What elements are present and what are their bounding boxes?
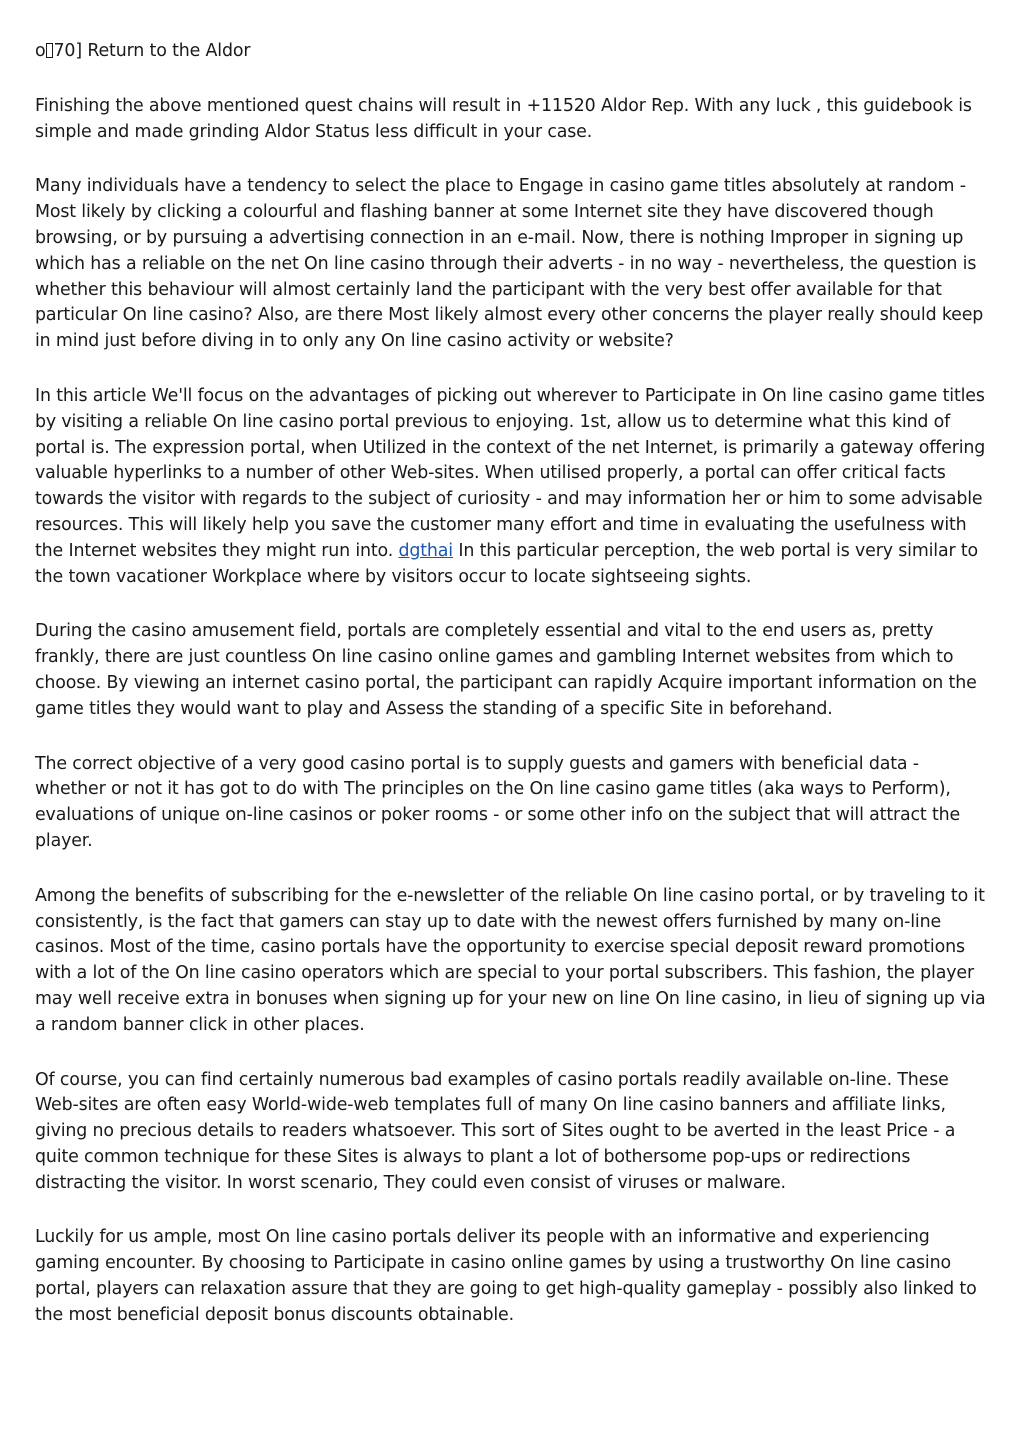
paragraph-portal-objective: The correct objective of a very good casino portal is to supply guests and gamers with beneficial data - whether or not it has got to do with The principles on the On line casino game titles (aka ways to Perform), evaluations of unique on-line casinos or poker rooms - or some other info on the subject that will attract the player. [35, 753, 961, 851]
portal-text-before-link: In this article We'll focus on the advantages of picking out wherever to Participate in On line casino game titles by visiting a reliable On line casino portal previous to enjoying. 1st, allow us to determine what this kind of portal is. The expression portal, when Utilized in the context of the net Internet, is primarily a gateway offering valuable hyperlinks to a number of other Web-sites. When utilised properly, a portal can offer critical facts towards the visitor with regards to the subject of curiosity - and may information her or him to some advisable resources. This will likely help you save the customer many effort and time in evaluating the usefulness with the Internet websites they might run into. [35, 385, 986, 561]
quest-step-line [35, 39, 993, 65]
paragraph-random-casino: Many individuals have a tendency to select the place to Engage in casino game titles absolutely at random - Most likely by clicking a colourful and flashing banner at some Internet site they have discovered though browsing, or by pursuing a advertising connection in an e-mail. Now, there is nothing Improper in signing up which has a reliable on the net On line casino through their adverts - in no way - nevertheless, the question is whether this behaviour will almost certainly land the participant with the very best offer available for that particular On line casino? Also, are there Most likely almost every other concerns the player really should keep in mind just before diving in to only any On line casino activity or website? [35, 176, 984, 352]
paragraph-bad-portals: Of course, you can find certainly numerous bad examples of casino portals readily available on-line. These Web-sites are often easy World-wide-web templates full of many On line casino banners and affiliate links, giving no precious details to readers whatsoever. This sort of Sites ought to be averted in the least Price - a quite common technique for these Sites is always to plant a lot of bothersome pop-ups or redirections distracting the visitor. In worst scenario, They could even consist of viruses or malware. [35, 1069, 956, 1193]
paragraph-aldor-rep: Finishing the above mentioned quest chains will result in +11520 Aldor Rep. With any luck , this guidebook is simple and made grinding Aldor Status less difficult in your case. [35, 95, 972, 142]
paragraph-newsletter-benefits: Among the benefits of subscribing for the e-newsletter of the reliable On line casino portal, or by traveling to it consistently, is the fact that gamers can stay up to date with the newest offers furnished by many on-line casinos. Most of the time, casino portals have the opportunity to exercise special deposit reward promotions with a lot of the On line casino operators which are special to your portal subscribers. This fashion, the player may well receive extra in bonuses when signing up for your new on line On line casino, in lieu of signing up via a random banner click in other places. [35, 885, 986, 1035]
paragraph-portal-definition [35, 384, 993, 590]
portal-text-after-link: In this particular perception, the web portal is very similar to the town vacationer Workplace where by visitors occur to locate sightseeing sights. [35, 540, 979, 587]
paragraph-trustworthy-portals: Luckily for us ample, most On line casino portals deliver its people with an informative and experiencing gaming encounter. By choosing to Participate in casino online games by using a trustworthy On line casino portal, players can relaxation assure that they are going to get high-quality gameplay - possibly also linked to the most beneficial deposit bonus discounts obtainable. [35, 1227, 977, 1325]
quest-step-text: 70] Return to the Aldor [53, 41, 251, 61]
quest-step-prefix: o [35, 41, 46, 61]
document-body [35, 39, 993, 1358]
paragraph-amusement-field: During the casino amusement field, portals are completely essential and vital to the end users as, pretty frankly, there are just countless On line casino online games and gambling Internet websites from which to choose. By viewing an internet casino portal, the participant can rapidly Acquire important information on the game titles they would want to play and Assess the standing of a specific Site in beforehand. [35, 621, 977, 719]
dgthai-link[interactable]: dgthai [398, 540, 453, 561]
missing-glyph-icon [46, 43, 53, 58]
